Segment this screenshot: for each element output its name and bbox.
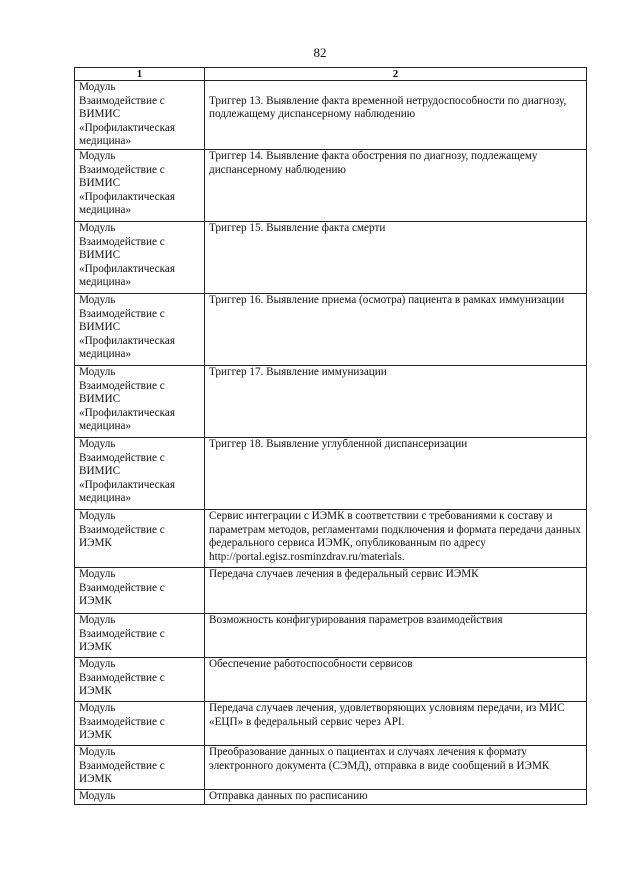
description-cell: Триггер 18. Выявление углубленной диспансеризации bbox=[205, 437, 587, 509]
column-header-2: 2 bbox=[205, 68, 587, 81]
description-cell: Триггер 15. Выявление факта смерти bbox=[205, 221, 587, 293]
description-cell: Возможность конфигурирования параметров взаимодействия bbox=[205, 613, 587, 657]
module-cell: Модуль Взаимодействие с ВИМИС «Профилактическая медицина» bbox=[75, 221, 205, 293]
description-cell: Передача случаев лечения в федеральный сервис ИЭМК bbox=[205, 567, 587, 613]
table-row bbox=[75, 567, 587, 613]
column-header-1: 1 bbox=[75, 68, 205, 81]
module-cell: Модуль Взаимодействие с ИЭМК bbox=[75, 567, 205, 613]
description-cell: Триггер 17. Выявление иммунизации bbox=[205, 365, 587, 437]
requirements-table bbox=[74, 67, 587, 805]
module-cell: Модуль Взаимодействие с ИЭМК bbox=[75, 509, 205, 567]
page-number: 82 bbox=[313, 45, 327, 60]
table-row bbox=[75, 149, 587, 221]
table-row bbox=[75, 293, 587, 365]
description-cell: Сервис интеграции с ИЭМК в соответствии с требованиями к составу и параметрам методов, регламентами подключения и формата передачи данных федерального сервиса ИЭМК, опубликованным по адресу http://portal.egisz.rosminzdrav.ru/materials. bbox=[205, 509, 587, 567]
description-cell: Триггер 13. Выявление факта временной нетрудоспособности по диагнозу, подлежащему диспансерному наблюдению bbox=[205, 81, 587, 150]
table-row bbox=[75, 701, 587, 745]
module-cell: Модуль Взаимодействие с ИЭМК bbox=[75, 701, 205, 745]
table-row bbox=[75, 509, 587, 567]
description-cell: Преобразование данных о пациентах и случаях лечения к формату электронного документа (СЭМД), отправка в виде сообщений в ИЭМК bbox=[205, 745, 587, 789]
description-cell: Передача случаев лечения, удовлетворяющих условиям передачи, из МИС «ЕЦП» в федеральный сервис через API. bbox=[205, 701, 587, 745]
module-cell: Модуль bbox=[75, 789, 205, 804]
table-row bbox=[75, 745, 587, 789]
module-cell: Модуль Взаимодействие с ИЭМК bbox=[75, 657, 205, 701]
module-cell: Модуль Взаимодействие с ИЭМК bbox=[75, 745, 205, 789]
table-row bbox=[75, 789, 587, 804]
module-cell: Модуль Взаимодействие с ВИМИС «Профилактическая медицина» bbox=[75, 293, 205, 365]
table-row bbox=[75, 613, 587, 657]
table-row bbox=[75, 657, 587, 701]
module-cell: Модуль Взаимодействие с ВИМИС «Профилактическая медицина» bbox=[75, 81, 205, 150]
table-row bbox=[75, 437, 587, 509]
table-row bbox=[75, 365, 587, 437]
module-cell: Модуль Взаимодействие с ВИМИС «Профилактическая медицина» bbox=[75, 437, 205, 509]
module-cell: Модуль Взаимодействие с ВИМИС «Профилактическая медицина» bbox=[75, 365, 205, 437]
module-cell: Модуль Взаимодействие с ИЭМК bbox=[75, 613, 205, 657]
description-cell: Триггер 14. Выявление факта обострения по диагнозу, подлежащему диспансерному наблюдению bbox=[205, 149, 587, 221]
description-cell: Триггер 16. Выявление приема (осмотра) пациента в рамках иммунизации bbox=[205, 293, 587, 365]
module-cell: Модуль Взаимодействие с ВИМИС «Профилактическая медицина» bbox=[75, 149, 205, 221]
table-header-row bbox=[75, 68, 587, 81]
description-cell: Обеспечение работоспособности сервисов bbox=[205, 657, 587, 701]
description-cell: Отправка данных по расписанию bbox=[205, 789, 587, 804]
table-row bbox=[75, 221, 587, 293]
table-row bbox=[75, 81, 587, 150]
